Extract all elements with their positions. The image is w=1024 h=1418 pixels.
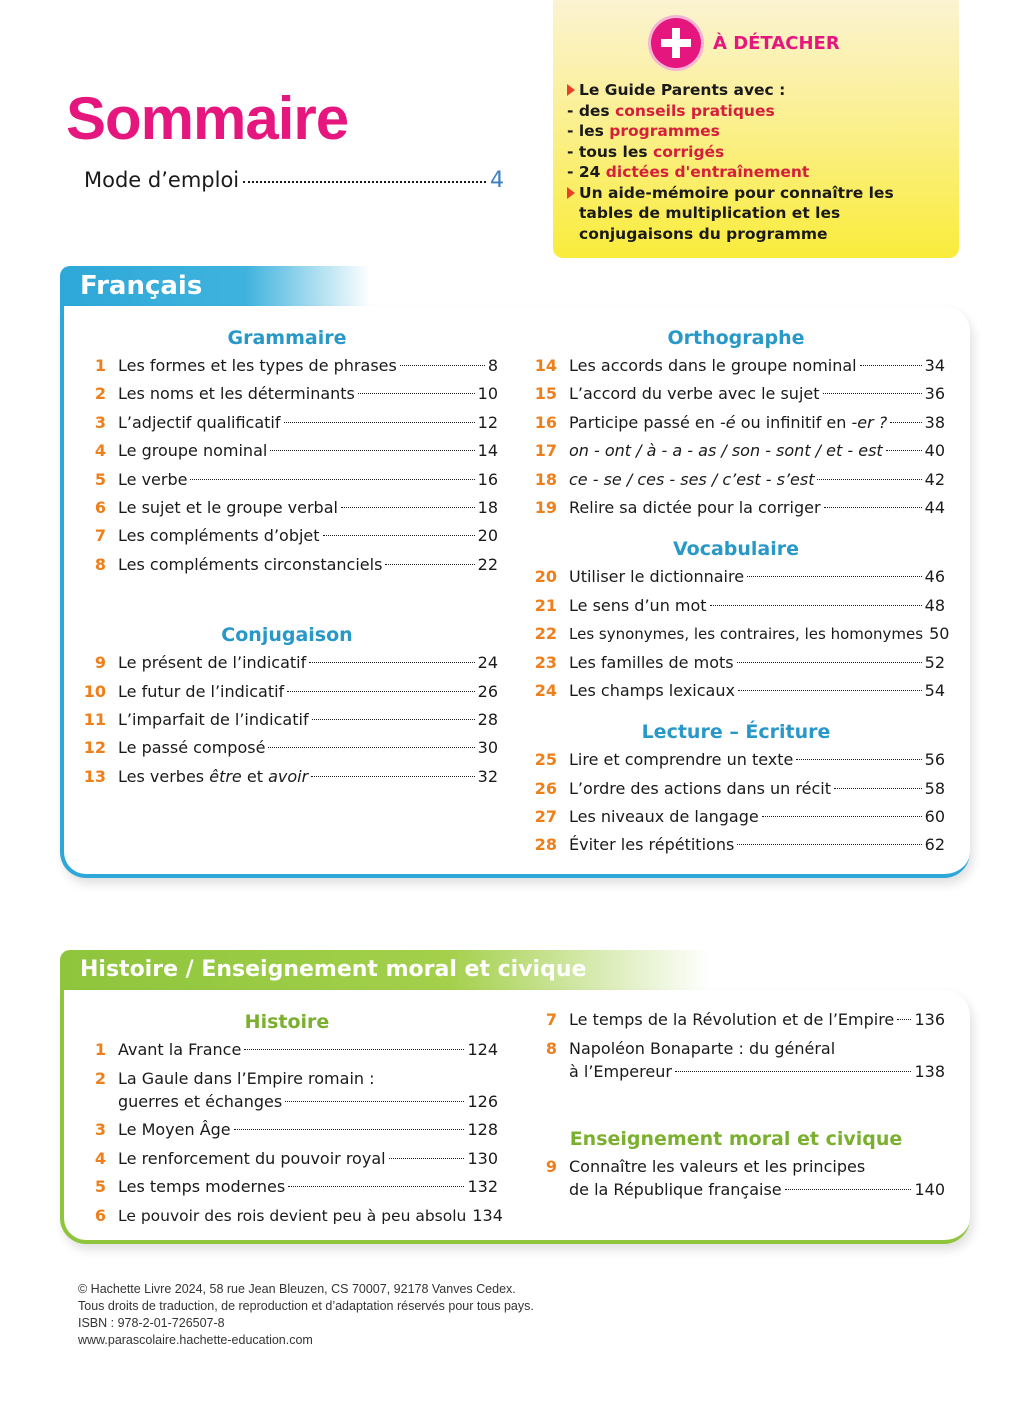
- toc-entry[interactable]: 3 Le Moyen Âge 128: [94, 1120, 498, 1140]
- guide-item: - 24 dictées d'entraînement: [567, 163, 810, 181]
- toc-entry[interactable]: 8 Napoléon Bonaparte : du général à l’Empereur 138: [545, 1039, 945, 1082]
- plus-icon: [651, 18, 701, 68]
- toc-entry[interactable]: 25 Lire et comprendre un texte 56: [534, 750, 945, 770]
- toc-entry[interactable]: 13 Les verbes être et avoir 32: [83, 766, 498, 786]
- dot-leader: [243, 181, 486, 183]
- histoire-left-column: [76, 1008, 503, 1230]
- subsection-title-histoire: Histoire: [244, 1011, 330, 1033]
- subsection-title-emc: Enseignement moral et civique: [569, 1128, 903, 1151]
- toc-entry[interactable]: 4 Le groupe nominal 14: [94, 441, 498, 461]
- mode-emploi-page: 4: [490, 168, 504, 193]
- footer-line: Tous droits de traduction, de reproduction et d’adaptation réservés pour tous pays.: [78, 1299, 534, 1313]
- detach-box: [553, 0, 959, 258]
- toc-entry[interactable]: 7 Les compléments d’objet 20: [94, 526, 498, 546]
- subsection-title-grammaire: Grammaire: [227, 327, 347, 349]
- toc-entry[interactable]: 14 Les accords dans le groupe nominal 34: [534, 356, 945, 375]
- aide-memoire-row: [567, 183, 947, 245]
- toc-entry[interactable]: 6 Le pouvoir des rois devient peu à peu absolu 134: [94, 1205, 503, 1225]
- toc-entry[interactable]: 17 on - ont / à - a - as / son - sont / et - est 40: [534, 441, 945, 461]
- copyright-footer: [78, 1281, 534, 1349]
- toc-entry[interactable]: 5 Le verbe 16: [94, 469, 498, 489]
- toc-entry[interactable]: 1 Avant la France 124: [94, 1040, 498, 1059]
- toc-entry[interactable]: 21 Le sens d’un mot 48: [534, 595, 945, 615]
- toc-entry[interactable]: 23 Les familles de mots 52: [534, 652, 945, 672]
- histoire-panel: [60, 990, 970, 1244]
- guide-item: - des conseils pratiques: [567, 101, 775, 120]
- aide-memoire: Un aide-mémoire pour connaître les tables de multiplication et les conjugaisons du programme: [579, 183, 894, 243]
- section-header-francais: Français: [60, 266, 370, 306]
- toc-entry[interactable]: 19 Relire sa dictée pour la corriger 44: [534, 497, 945, 517]
- histoire-right-column: [527, 1006, 945, 1201]
- toc-entry[interactable]: 2 La Gaule dans l’Empire romain : guerres et échanges 126: [94, 1069, 498, 1112]
- toc-entry[interactable]: 22 Les synonymes, les contraires, les homonymes 50: [534, 624, 950, 644]
- mode-emploi-label: Mode d’emploi: [84, 168, 240, 192]
- toc-entry[interactable]: 24 Les champs lexicaux 54: [534, 680, 945, 700]
- toc-entry[interactable]: 11 L’imparfait de l’indicatif 28: [83, 709, 498, 729]
- francais-right-column: [527, 324, 950, 860]
- toc-entry[interactable]: 28 Éviter les répétitions 62: [534, 835, 945, 855]
- subsection-title-conjugaison: Conjugaison: [221, 624, 353, 647]
- arrow-right-icon: [567, 187, 575, 199]
- mode-emploi-entry[interactable]: [84, 168, 504, 193]
- toc-entry[interactable]: 4 Le renforcement du pouvoir royal 130: [94, 1148, 498, 1168]
- guide-intro: Le Guide Parents avec :: [579, 81, 786, 99]
- footer-website-link[interactable]: www.parascolaire.hachette-education.com: [78, 1333, 313, 1347]
- detach-title: À DÉTACHER: [713, 32, 840, 54]
- toc-entry[interactable]: 1 Les formes et les types de phrases 8: [94, 356, 498, 375]
- subsection-title-lecture: Lecture – Écriture: [641, 721, 831, 744]
- toc-entry[interactable]: 12 Le passé composé 30: [83, 738, 498, 758]
- footer-line: ISBN : 978-2-01-726507-8: [78, 1316, 225, 1330]
- toc-entry[interactable]: 18 ce - se / ces - ses / c’est - s’est 42: [534, 469, 945, 489]
- guide-item: - tous les corrigés: [567, 142, 725, 161]
- arrow-right-icon: [567, 84, 575, 96]
- toc-entry[interactable]: 15 L’accord du verbe avec le sujet 36: [534, 384, 945, 404]
- toc-entry[interactable]: 16 Participe passé en -é ou infinitif en -er ? 38: [534, 412, 945, 432]
- page-title: Sommaire: [66, 85, 349, 152]
- section-header-histoire-emc: Histoire / Enseignement moral et civique: [60, 950, 710, 990]
- francais-left-column: [76, 324, 498, 791]
- toc-entry[interactable]: 9 Le présent de l’indicatif 24: [94, 653, 498, 673]
- subsection-title-vocabulaire: Vocabulaire: [672, 538, 800, 561]
- guide-item: - les programmes: [567, 122, 720, 140]
- toc-entry[interactable]: 26 L’ordre des actions dans un récit 58: [534, 778, 945, 798]
- footer-line: © Hachette Livre 2024, 58 rue Jean Bleuzen, CS 70007, 92178 Vanves Cedex.: [78, 1282, 516, 1296]
- toc-entry[interactable]: 27 Les niveaux de langage 60: [534, 807, 945, 827]
- toc-entry[interactable]: 20 Utiliser le dictionnaire 46: [534, 567, 945, 587]
- francais-panel: [60, 306, 970, 878]
- detach-content: [567, 80, 947, 244]
- detach-header: [651, 18, 840, 68]
- toc-entry[interactable]: 2 Les noms et les déterminants 10: [94, 384, 498, 404]
- guide-intro-row: [567, 80, 947, 101]
- toc-entry[interactable]: 5 Les temps modernes 132: [94, 1177, 498, 1197]
- toc-entry[interactable]: 3 L’adjectif qualificatif 12: [94, 412, 498, 432]
- toc-entry[interactable]: 8 Les compléments circonstanciels 22: [94, 554, 498, 574]
- toc-entry[interactable]: 6 Le sujet et le groupe verbal 18: [94, 497, 498, 517]
- toc-entry[interactable]: 10 Le futur de l’indicatif 26: [83, 681, 498, 701]
- subsection-title-orthographe: Orthographe: [667, 327, 805, 349]
- toc-entry[interactable]: 9 Connaître les valeurs et les principes de la République française 140: [545, 1157, 945, 1200]
- toc-entry[interactable]: 7 Le temps de la Révolution et de l’Empire 136: [545, 1010, 945, 1029]
